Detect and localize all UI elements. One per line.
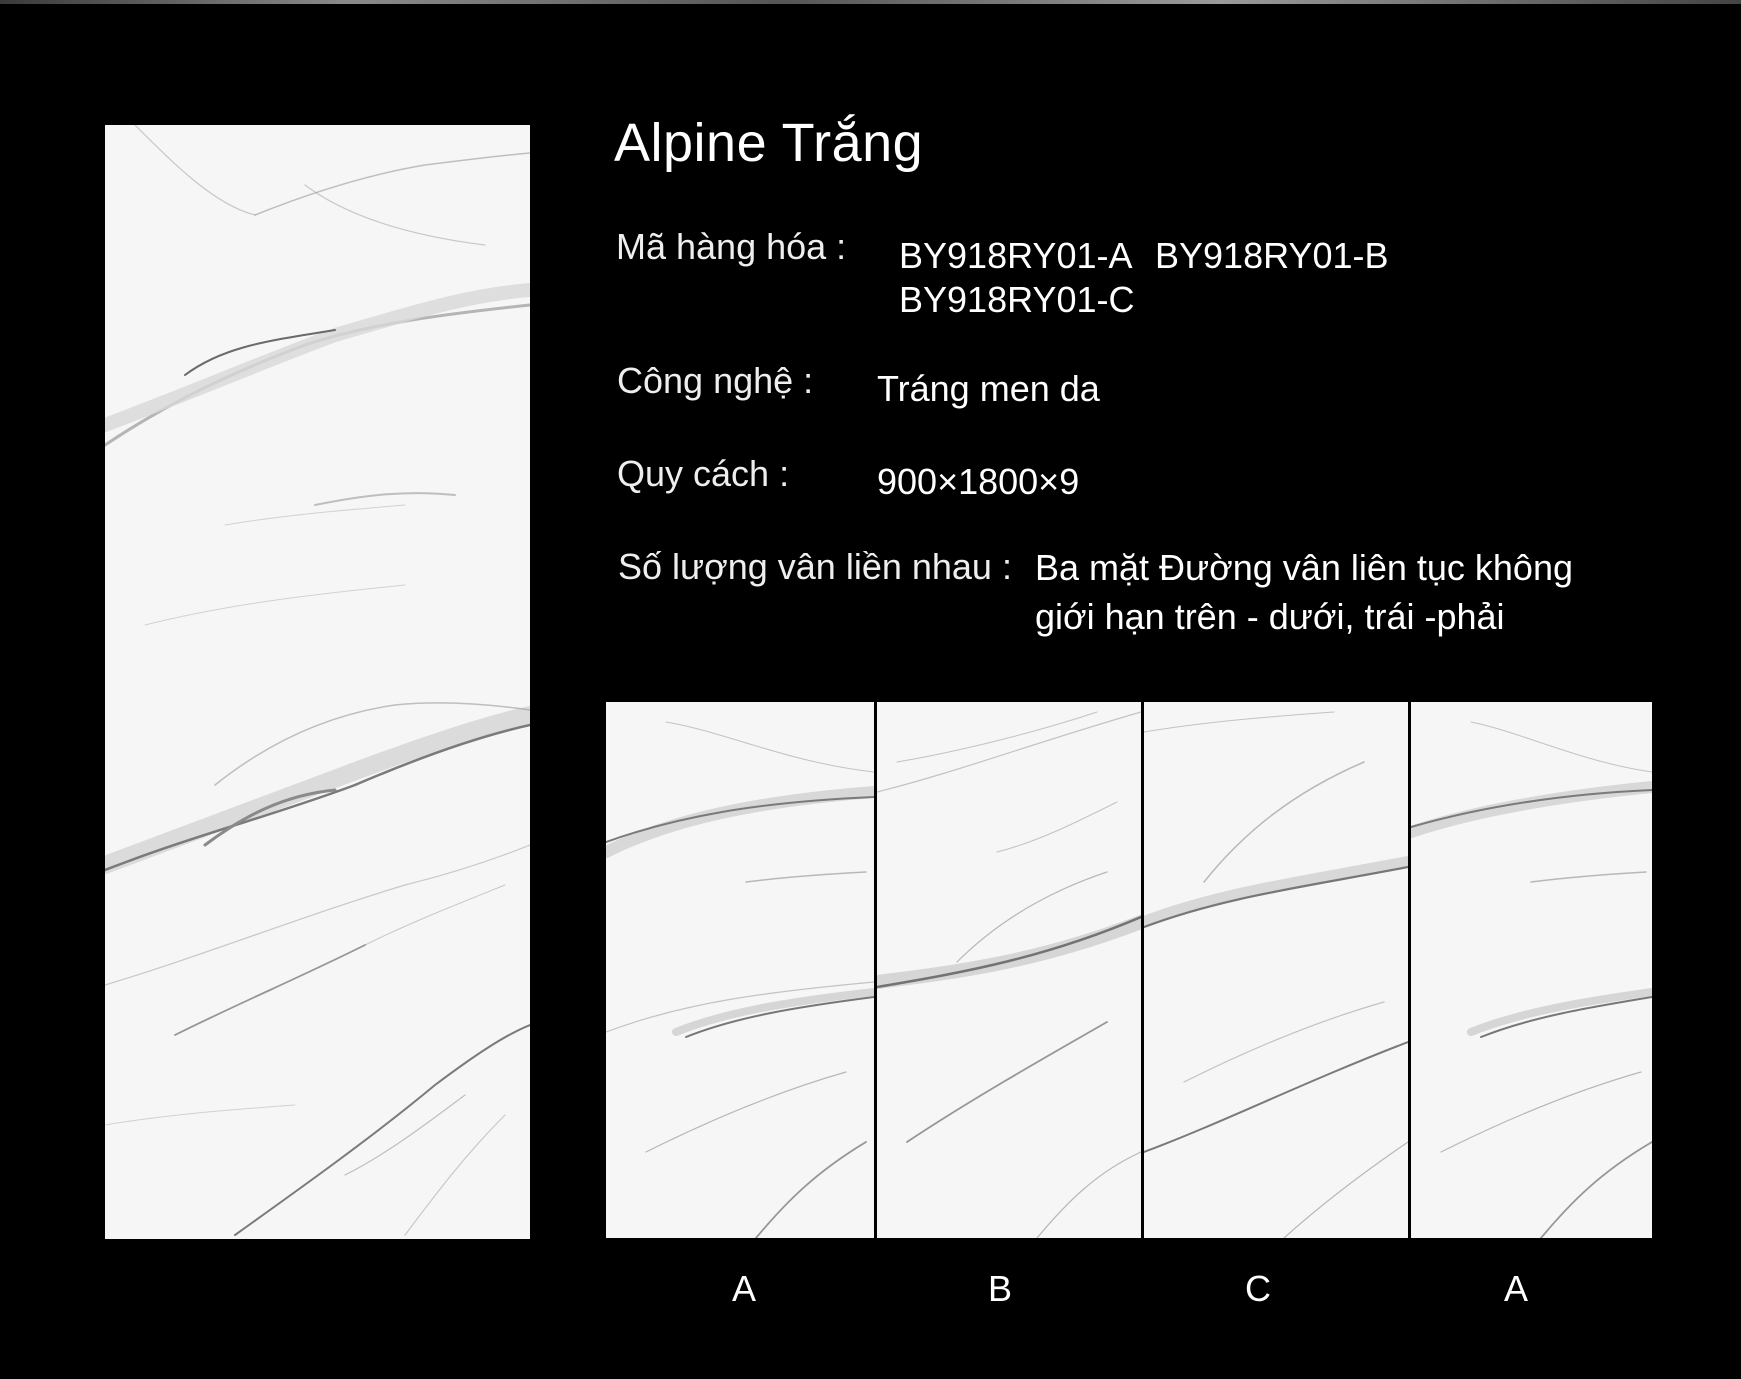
vein-value-line2: giới hạn trên - dưới, trái -phải bbox=[1035, 596, 1505, 637]
marble-slab-large bbox=[105, 125, 530, 1239]
marble-vein-pattern bbox=[877, 702, 1141, 1238]
tile-layout-preview bbox=[606, 702, 1652, 1238]
marble-vein-pattern bbox=[1144, 702, 1408, 1238]
product-code-label: Mã hàng hóa : bbox=[616, 226, 847, 267]
top-edge-strip bbox=[0, 0, 1741, 4]
marble-vein-pattern bbox=[606, 702, 874, 1238]
tile-label-a-first: A bbox=[731, 1268, 756, 1309]
tile-label-c: C bbox=[1245, 1268, 1271, 1309]
product-code-a: BY918RY01-A bbox=[899, 235, 1133, 276]
tile-label-b: B bbox=[987, 1268, 1012, 1309]
product-title: Alpine Trắng bbox=[614, 113, 924, 173]
marble-vein-pattern bbox=[105, 125, 530, 1239]
technology-value: Tráng men da bbox=[877, 368, 1100, 409]
vein-label: Số lượng vân liền nhau : bbox=[618, 546, 1012, 587]
marble-vein-pattern bbox=[1411, 702, 1652, 1238]
size-value: 900×1800×9 bbox=[877, 461, 1080, 502]
technology-label: Công nghệ : bbox=[617, 360, 814, 401]
product-code-c: BY918RY01-C bbox=[899, 279, 1135, 320]
vein-value-line1: Ba mặt Đường vân liên tục không bbox=[1035, 547, 1573, 588]
tile-b bbox=[877, 702, 1141, 1238]
tile-c bbox=[1144, 702, 1408, 1238]
tile-a-repeat bbox=[1411, 702, 1652, 1238]
tile-a-first bbox=[606, 702, 874, 1238]
size-label: Quy cách : bbox=[617, 453, 790, 494]
tile-label-a-repeat: A bbox=[1503, 1268, 1528, 1309]
product-code-b: BY918RY01-B bbox=[1155, 235, 1389, 276]
